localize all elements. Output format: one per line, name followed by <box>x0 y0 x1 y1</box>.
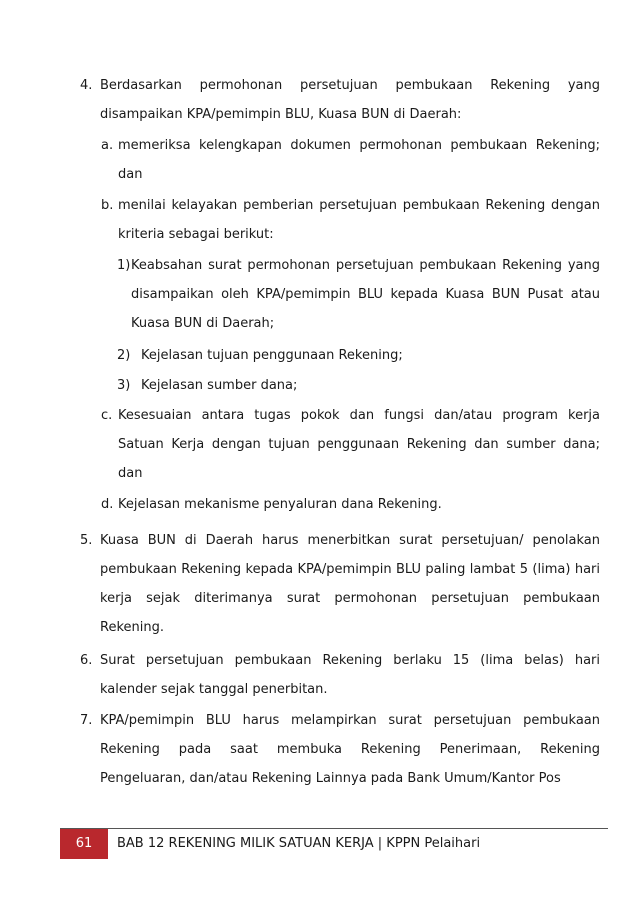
list-item-text: memeriksa kelengkapan dokumen permohonan pembukaan Rekening; dan <box>118 138 600 182</box>
list-item-a <box>101 131 600 189</box>
list-marker: 7. <box>80 713 93 728</box>
list-marker: b. <box>101 198 114 213</box>
list-item-b <box>101 191 600 249</box>
list-item-text: Kejelasan sumber dana; <box>141 378 298 393</box>
list-item-b2 <box>117 341 600 370</box>
list-item-text: Kesesuaian antara tugas pokok dan fungsi dan/atau program kerja Satuan Kerja dengan tujuan penggunaan Rekening dan sumber dana; dan <box>118 408 600 481</box>
page-number: 61 <box>60 829 108 859</box>
list-marker: 1) <box>117 258 131 273</box>
footer-chapter-title: BAB 12 REKENING MILIK SATUAN KERJA | KPPN Pelaihari <box>117 836 481 851</box>
list-marker: d. <box>101 497 114 512</box>
list-marker: 3) <box>117 378 131 393</box>
list-item-text: Berdasarkan permohonan persetujuan pembukaan Rekening yang disampaikan KPA/pemimpin BLU, Kuasa BUN di Daerah: <box>100 78 600 122</box>
list-marker: a. <box>101 138 114 153</box>
list-marker: 4. <box>80 78 93 93</box>
list-item-text: Keabsahan surat permohonan persetujuan pembukaan Rekening yang disampaikan oleh KPA/pemimpin BLU kepada Kuasa BUN Pusat atau Kuasa BUN di Daerah; <box>131 258 600 331</box>
list-marker: 6. <box>80 653 93 668</box>
list-item-text: Surat persetujuan pembukaan Rekening berlaku 15 (lima belas) hari kalender sejak tanggal penerbitan. <box>100 653 600 697</box>
list-item-4 <box>80 71 600 129</box>
list-marker: 2) <box>117 348 131 363</box>
list-item-text: Kejelasan mekanisme penyaluran dana Rekening. <box>118 497 442 512</box>
list-item-5 <box>80 526 600 642</box>
list-item-b3 <box>117 371 600 400</box>
list-marker: c. <box>101 408 113 423</box>
list-item-text: Kuasa BUN di Daerah harus menerbitkan surat persetujuan/ penolakan pembukaan Rekening kepada KPA/pemimpin BLU paling lambat 5 (lima) hari kerja sejak diterimanya surat permohonan persetujuan pembukaan Rekening. <box>100 533 600 635</box>
list-item-text: Kejelasan tujuan penggunaan Rekening; <box>141 348 403 363</box>
list-marker: 5. <box>80 533 93 548</box>
list-item-d <box>101 490 600 519</box>
list-item-b1 <box>117 251 600 338</box>
list-item-text: KPA/pemimpin BLU harus melampirkan surat persetujuan pembukaan Rekening pada saat membuka Rekening Penerimaan, Rekening Pengeluaran, dan/atau Rekening Lainnya pada Bank Umum/Kantor Pos <box>100 713 600 786</box>
list-item-6 <box>80 646 600 704</box>
list-item-7 <box>80 706 600 793</box>
list-item-c <box>101 401 600 488</box>
list-item-text: menilai kelayakan pemberian persetujuan pembukaan Rekening dengan kriteria sebagai berikut: <box>118 198 600 242</box>
